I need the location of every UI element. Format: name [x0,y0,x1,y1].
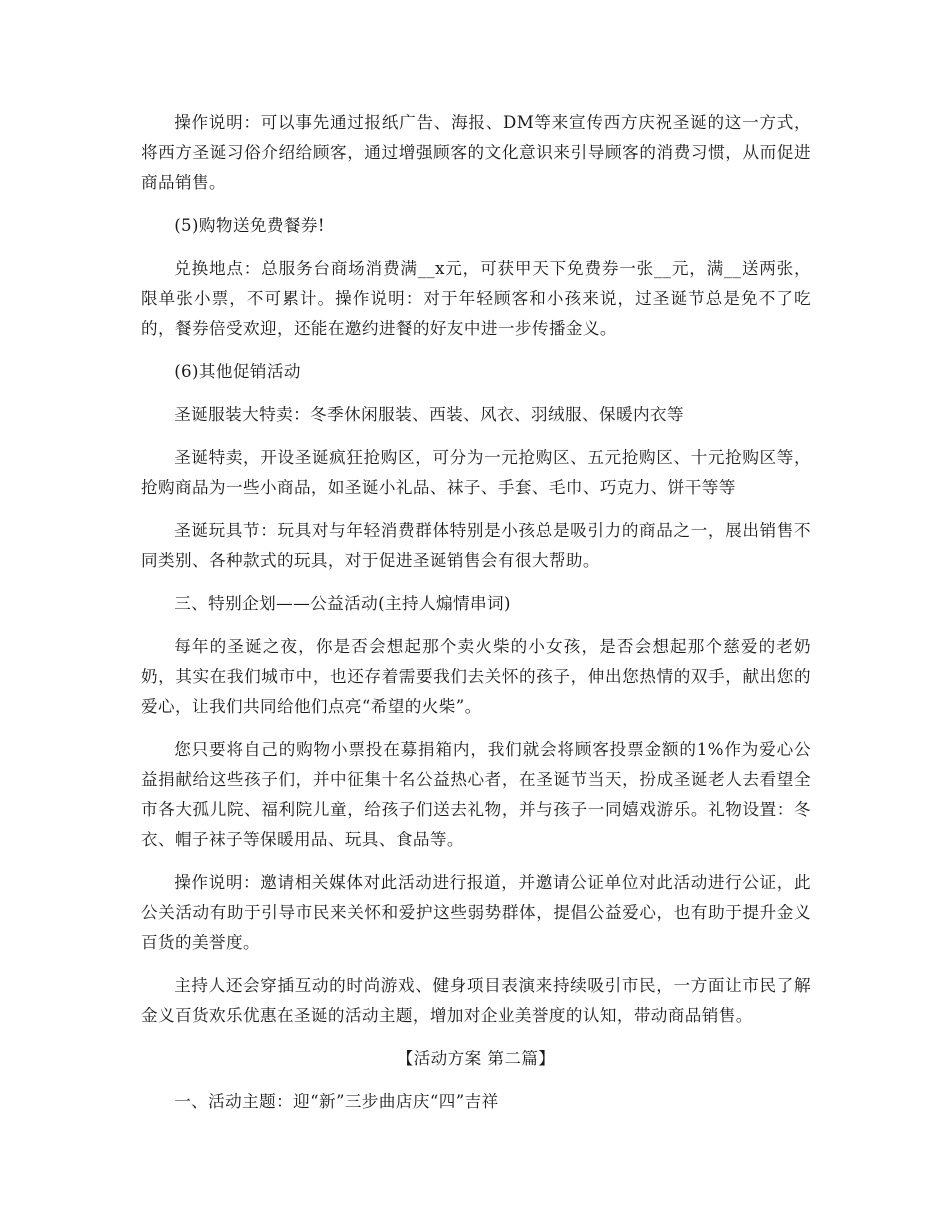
paragraph-operation-note-1: 操作说明：可以事先通过报纸广告、海报、DM等来宣传西方庆祝圣诞的这一方式，将西方圣诞习俗介绍给顾客，通过增强顾客的文化意识来引导顾客的消费习惯，从而促进商品销售。 [141,113,811,192]
paragraph-donation: 您只要将自己的购物小票投在募捐箱内，我们就会将顾客投票金额的1%作为爱心公益捐献给这些孩子们，并中征集十名公益热心者，在圣诞节当天，扮成圣诞老人去看望全市各大孤儿院、福利院儿童，给孩子们送去礼物，并与孩子一同嬉戏游乐。礼物设置：冬衣、帽子袜子等保暖用品、玩具、食品等。 [141,740,811,849]
paragraph-christmas-special-sale: 圣诞特卖，开设圣诞疯狂抢购区，可分为一元抢购区、五元抢购区、十元抢购区等，抢购商品为一些小商品，如圣诞小礼品、袜子、手套、毛巾、巧克力、饼干等等 [141,448,811,497]
paragraph-section-3-heading: 三、特别企划——公益活动(主持人煽情串词) [174,594,511,613]
paragraph-operation-note-2: 操作说明：邀请相关媒体对此活动进行报道，并邀请公证单位对此活动进行公证，此公关活动有助于引导市民来关怀和爱护这些弱势群体，提倡公益爱心，也有助于提升金义百货的美誉度。 [141,873,811,952]
paragraph-item-6-heading: (6)其他促销活动 [174,362,301,381]
paragraph-activity-theme: 一、活动主题：迎“新”三步曲店庆“四”吉祥 [174,1092,499,1111]
paragraph-exchange-location: 兑换地点：总服务台商场消费满__x元，可获甲天下免费券一张__元，满__送两张，限单张小票，不可累计。操作说明：对于年轻顾客和小孩来说，过圣诞节总是免不了吃的，餐券倍受欢迎，还能在邀约进餐的好友中进一步传播金义。 [141,259,811,338]
section-heading: 【活动方案 第二篇】 [396,1049,556,1068]
document-body [141,108,811,1130]
paragraph-christmas-eve: 每年的圣诞之夜，你是否会想起那个卖火柴的小女孩，是否会想起那个慈爱的老奶奶，其实在我们城市中，也还存着需要我们去关怀的孩子，伸出您热情的双手，献出您的爱心，让我们共同给他们点亮“希望的火柴”。 [141,637,811,716]
paragraph-toy-festival: 圣诞玩具节：玩具对与年轻消费群体特别是小孩总是吸引力的商品之一，展出销售不同类别、各种款式的玩具，对于促进圣诞销售会有很大帮助。 [141,521,811,570]
paragraph-host-games: 主持人还会穿插互动的时尚游戏、健身项目表演来持续吸引市民，一方面让市民了解金义百货欢乐优惠在圣诞的活动主题，增加对企业美誉度的认知，带动商品销售。 [141,976,811,1025]
paragraph-clothing-sale: 圣诞服装大特卖：冬季休闲服装、西装、风衣、羽绒服、保暖内衣等 [174,405,684,424]
paragraph-item-5-heading: (5)购物送免费餐券! [174,216,325,235]
